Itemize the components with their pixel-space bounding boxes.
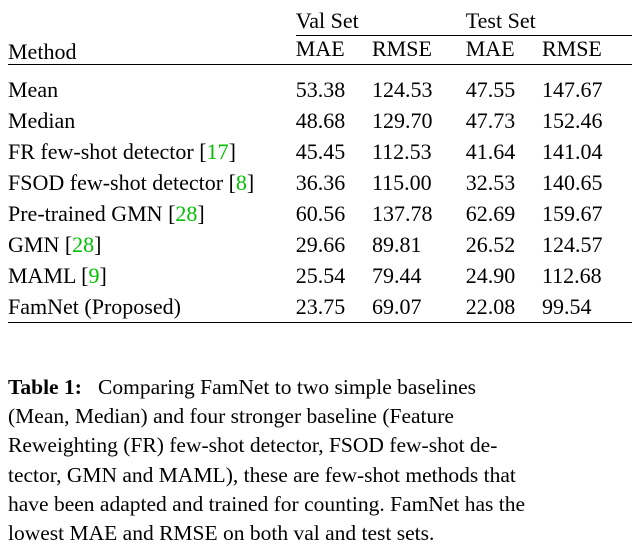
- row-test-mae: 24.90: [465, 262, 516, 288]
- table-column-header-row: [8, 35, 632, 65]
- row-method-label: GMN [: [8, 231, 73, 257]
- caption-text-1: Comparing FamNet to two simple baselines: [98, 375, 476, 399]
- row-val-mae: 45.45: [295, 138, 346, 164]
- citation-link[interactable]: 28: [175, 200, 198, 226]
- row-test-rmse: 152.46: [541, 107, 603, 133]
- caption-line-5: have been adapted and trained for counting. FamNet has the: [8, 491, 526, 516]
- results-table: [8, 8, 632, 324]
- citation-link[interactable]: 8: [235, 169, 247, 195]
- group-header-blank: [8, 8, 296, 35]
- row-test-mae: 41.64: [465, 138, 516, 164]
- row-method: [8, 257, 296, 288]
- group-header-val-set: Val Set: [296, 8, 466, 35]
- citation-link[interactable]: 17: [206, 138, 229, 164]
- row-method-label: FR few-shot detector [: [8, 138, 207, 164]
- table-row: [8, 195, 632, 226]
- row-test-rmse: 141.04: [541, 138, 603, 164]
- row-val-rmse: 129.70: [372, 107, 433, 133]
- row-method-label: Mean: [8, 76, 59, 102]
- row-test-rmse: 159.67: [541, 200, 603, 226]
- column-header-method: Method: [8, 38, 77, 64]
- citation-link[interactable]: 28: [72, 231, 95, 257]
- column-header-val-rmse: RMSE: [372, 35, 432, 61]
- row-test-rmse: 99.54: [541, 293, 592, 319]
- row-val-mae: 60.56: [295, 200, 346, 226]
- caption-line-1: [8, 373, 632, 402]
- table-row: [8, 257, 632, 288]
- row-method-label: FSOD few-shot detector [: [8, 169, 236, 195]
- caption-line-4: tector, GMN and MAML), these are few-shot methods that: [8, 462, 516, 487]
- row-method-tail: ]: [197, 200, 205, 226]
- row-method-label: MAML [: [8, 262, 89, 288]
- row-method-label: Pre-trained GMN [: [8, 200, 176, 226]
- row-val-rmse: 79.44: [372, 262, 422, 288]
- row-method: [8, 195, 296, 226]
- row-test-mae: 22.08: [465, 293, 516, 319]
- row-val-mae: 48.68: [295, 107, 346, 133]
- table-group-header-row: [8, 8, 632, 35]
- row-test-mae: 32.53: [465, 169, 516, 195]
- row-method: [8, 133, 296, 164]
- row-test-rmse: 147.67: [541, 76, 603, 102]
- caption-label: Table 1:: [8, 375, 82, 399]
- caption-line-6: lowest MAE and RMSE on both val and test sets.: [8, 521, 435, 546]
- group-header-test-set: Test Set: [466, 8, 632, 35]
- row-val-rmse: 124.53: [372, 76, 433, 102]
- row-method-label: Median: [8, 107, 76, 133]
- row-method-tail: ]: [228, 138, 236, 164]
- row-method: [8, 66, 296, 102]
- row-test-mae: 62.69: [465, 200, 516, 226]
- column-header-val-mae: MAE: [295, 35, 345, 61]
- row-method: [8, 288, 296, 323]
- table-row: [8, 102, 632, 133]
- table-row: [8, 133, 632, 164]
- row-val-mae: 36.36: [295, 169, 346, 195]
- caption-line-3: Reweighting (FR) few-shot detector, FSOD few-shot de-: [8, 433, 498, 458]
- row-val-rmse: 69.07: [372, 293, 422, 319]
- row-method: [8, 164, 296, 195]
- table-row: [8, 226, 632, 257]
- row-val-rmse: 89.81: [372, 231, 422, 257]
- row-val-rmse: 137.78: [372, 200, 433, 226]
- row-test-mae: 26.52: [465, 231, 516, 257]
- row-method: [8, 226, 296, 257]
- row-test-mae: 47.73: [465, 107, 516, 133]
- row-method-tail: ]: [99, 262, 107, 288]
- row-val-mae: 25.54: [295, 262, 346, 288]
- table-bottomrule: [8, 323, 632, 325]
- row-method-tail: ]: [246, 169, 255, 195]
- table-row: [8, 288, 632, 323]
- table-caption: [8, 373, 632, 548]
- row-test-rmse: 140.65: [541, 169, 603, 195]
- row-val-rmse: 115.00: [372, 169, 432, 195]
- row-method: [8, 102, 296, 133]
- column-header-test-mae: MAE: [465, 35, 515, 61]
- row-method-label: FamNet (Proposed): [8, 293, 181, 319]
- table-caption-container: [0, 363, 640, 548]
- row-test-rmse: 124.57: [541, 231, 603, 257]
- column-header-test-rmse: RMSE: [541, 35, 602, 61]
- citation-link[interactable]: 9: [88, 262, 100, 288]
- row-test-rmse: 112.68: [541, 262, 602, 288]
- table-row: [8, 164, 632, 195]
- row-method-tail: ]: [94, 231, 102, 257]
- row-val-mae: 23.75: [295, 293, 346, 319]
- row-test-mae: 47.55: [465, 76, 516, 102]
- row-val-rmse: 112.53: [372, 138, 432, 164]
- row-val-mae: 53.38: [295, 76, 346, 102]
- table-row: [8, 66, 632, 102]
- row-val-mae: 29.66: [295, 231, 346, 257]
- caption-line-2: (Mean, Median) and four stronger baseline (Feature: [8, 404, 454, 429]
